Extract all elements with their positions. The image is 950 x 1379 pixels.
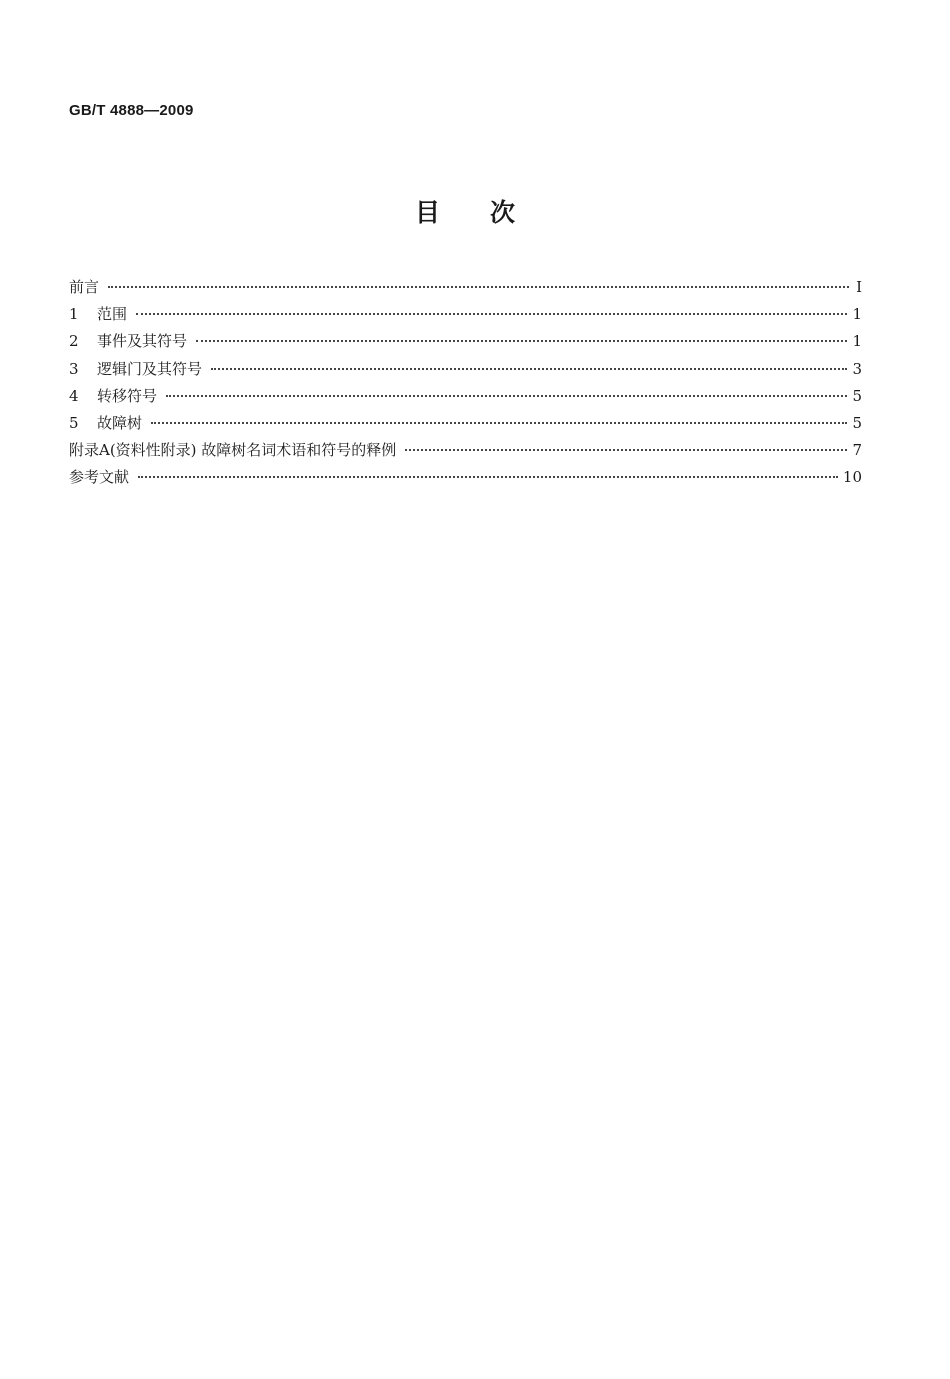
toc-entry-label: 故障树 <box>97 413 143 432</box>
dot-leader <box>138 476 838 478</box>
toc-entry-label: 转移符号 <box>97 386 158 405</box>
table-of-contents <box>69 274 862 492</box>
toc-entry-label: 范围 <box>97 305 128 324</box>
toc-entry-page: 3 <box>852 359 862 378</box>
dot-leader <box>211 368 847 370</box>
toc-entry-page: 1 <box>852 305 862 324</box>
toc-entry-label: 逻辑门及其符号 <box>97 359 203 378</box>
toc-entry-events[interactable] <box>69 328 862 355</box>
toc-entry-number: 5 <box>69 413 79 432</box>
toc-entry-number: 1 <box>69 305 79 324</box>
toc-entry-label: 事件及其符号 <box>97 332 188 351</box>
toc-entry-page: 1 <box>852 332 862 351</box>
toc-entry-label: 附录A(资料性附录) 故障树名词术语和符号的释例 <box>69 441 397 460</box>
page-title: 目次 <box>414 198 565 227</box>
dot-leader <box>136 313 847 315</box>
toc-entry-number: 4 <box>69 386 79 405</box>
toc-entry-number: 2 <box>69 332 79 351</box>
toc-entry-page: 5 <box>852 413 862 432</box>
toc-entry-page: 7 <box>852 441 862 460</box>
toc-entry-scope[interactable] <box>69 301 862 328</box>
toc-entry-page: 10 <box>842 468 862 487</box>
dot-leader <box>405 449 847 451</box>
toc-entry-references[interactable] <box>69 464 862 491</box>
toc-entry-preface[interactable] <box>69 274 862 301</box>
toc-entry-label: 参考文献 <box>69 468 130 487</box>
toc-entry-fault-tree[interactable] <box>69 410 862 437</box>
dot-leader <box>108 286 849 288</box>
toc-entry-page: 5 <box>852 386 862 405</box>
toc-entry-label: 前言 <box>69 278 100 296</box>
toc-entry-appendix-a[interactable] <box>69 437 862 464</box>
dot-leader <box>196 340 847 342</box>
toc-entry-logic-gates[interactable] <box>69 356 862 383</box>
dot-leader <box>166 395 847 397</box>
toc-entry-transfer-symbols[interactable] <box>69 383 862 410</box>
toc-entry-number: 3 <box>69 359 79 378</box>
toc-entry-page: I <box>856 278 862 296</box>
dot-leader <box>151 422 847 424</box>
standard-code: GB/T 4888—2009 <box>69 102 194 119</box>
